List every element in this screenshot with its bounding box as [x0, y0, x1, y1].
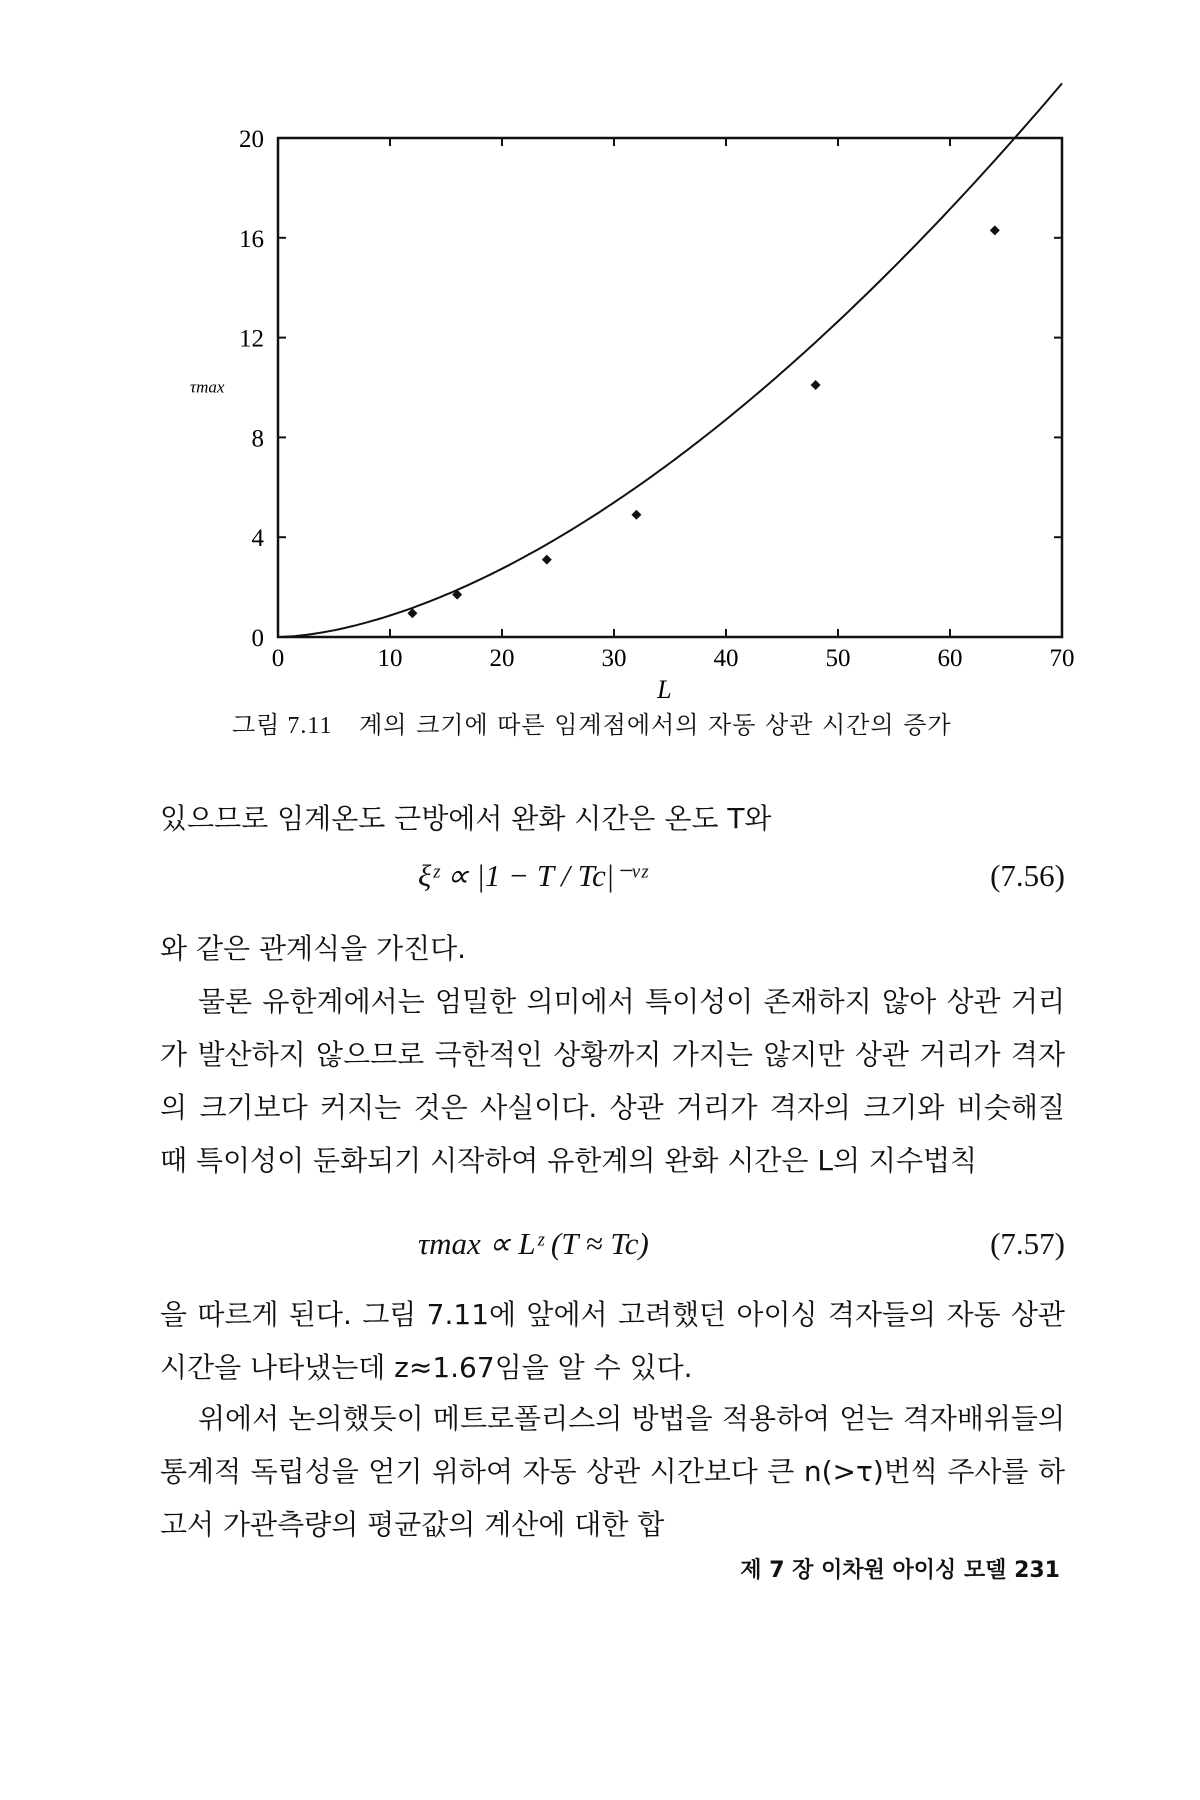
x-tick-label: 50 — [825, 645, 851, 672]
data-point — [542, 555, 552, 565]
equation-7-56 — [160, 858, 1065, 898]
y-tick-label: 16 — [239, 225, 264, 253]
x-tick-label: 10 — [377, 645, 403, 672]
x-tick-label: 0 — [271, 645, 285, 672]
paragraph-3: 물론 유한계에서는 엄밀한 의미에서 특이성이 존재하지 않아 상관 거리가 발산하지 않으므로 극한적인 상황까지 가지는 않지만 상관 거리가 격자의 크기보다 커지는 것은 사실이다. 상관 거리가 격자의 크기와 비슷해질 때 특이성이 둔화되기 시작하여 유한계의 완화 시간은 L의 지수법칙 — [160, 985, 1065, 1177]
equation-number: (7.57) — [990, 1226, 1065, 1261]
equation-7-57 — [160, 1226, 1065, 1266]
x-tick-label: 40 — [713, 645, 739, 672]
x-tick-label: 70 — [1049, 645, 1075, 672]
equation-number: (7.56) — [990, 858, 1065, 893]
figure-caption-text: 계의 크기에 따른 임계점에서의 자동 상관 시간의 증가 — [359, 711, 952, 739]
plot-frame — [278, 138, 1062, 637]
y-axis-label: τmax — [190, 377, 225, 397]
y-tick-label: 8 — [251, 425, 264, 453]
x-tick-label: 30 — [601, 645, 627, 672]
data-point — [990, 225, 1000, 235]
tau-max-vs-L-figure — [0, 0, 1200, 700]
axis-ticks — [278, 138, 1062, 637]
data-point — [631, 510, 641, 520]
paragraph-1: 있으므로 임계온도 근방에서 완화 시간은 온도 T와 — [160, 802, 772, 835]
y-tick-label: 4 — [251, 525, 264, 553]
running-footer: 제 7 장 이차원 아이싱 모델 231 — [740, 1558, 1060, 1583]
figure-caption — [232, 705, 952, 740]
paragraph-2: 와 같은 관계식을 가진다. — [160, 932, 467, 965]
tick-labels — [239, 126, 1075, 672]
x-tick-label: 20 — [489, 645, 515, 672]
equation-body: ξᶻ ∝ |1 − T / Tc|⁻ᵛᶻ — [418, 858, 647, 893]
fit-curve — [278, 83, 1062, 637]
y-tick-label: 0 — [251, 625, 264, 652]
data-markers — [407, 225, 999, 618]
paragraph-4: 을 따르게 된다. 그림 7.11에 앞에서 고려했던 아이싱 격자들의 자동 상관 시간을 나타냈는데 z≈1.67임을 알 수 있다. — [160, 1298, 1065, 1384]
paragraph-5: 위에서 논의했듯이 메트로폴리스의 방법을 적용하여 얻는 격자배위들의 통계적 독립성을 얻기 위하여 자동 상관 시간보다 큰 n(>τ)번씩 주사를 하고서 가관측량의 평균값의 계산에 대한 합 — [160, 1402, 1065, 1541]
x-axis-label: L — [657, 675, 672, 700]
y-tick-label: 20 — [239, 126, 264, 153]
y-tick-label: 12 — [239, 325, 264, 353]
x-tick-label: 60 — [937, 645, 963, 672]
figure-number: 그림 7.11 — [232, 713, 333, 739]
equation-body: τmax ∝ Lᶻ (T ≈ Tc) — [418, 1226, 649, 1261]
data-point — [811, 380, 821, 390]
